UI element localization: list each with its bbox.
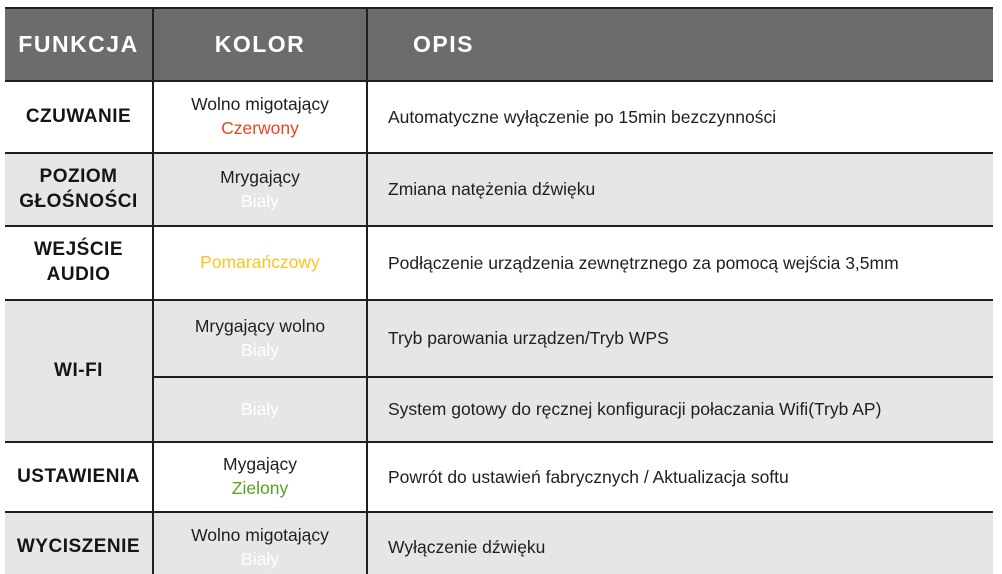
color-pattern-label: Wolno migotający (191, 524, 329, 545)
table-row-wejscie-audio (5, 226, 993, 300)
color-name-label: Zielony (231, 478, 289, 498)
function-cell-wejscie-audio: WEJŚCIE AUDIO (5, 226, 153, 300)
color-pattern-label: Mrygający (220, 166, 300, 187)
table-row-czuwanie (5, 81, 993, 153)
color-name-label: Biały (241, 548, 279, 569)
color-cell-czuwanie (153, 81, 367, 153)
color-name-label: Biały (241, 190, 279, 211)
description-cell-wifi-pairing: Tryb parowania urządzen/Tryb WPS (367, 300, 993, 377)
description-cell-poziom-glosnosci: Zmiana natężenia dźwięku (367, 153, 993, 226)
color-pattern-label: Mrygający wolno (194, 315, 326, 336)
function-cell-wyciszenie: WYCISZENIE (5, 512, 153, 574)
color-cell-ustawienia (153, 442, 367, 512)
color-cell-wifi-pairing (153, 300, 367, 377)
column-header-kolor: KOLOR (153, 8, 367, 81)
description-cell-czuwanie: Automatyczne wyłączenie po 15min bezczynności (367, 81, 993, 153)
table-row-ustawienia (5, 442, 993, 512)
function-cell-czuwanie: CZUWANIE (5, 81, 153, 153)
description-cell-wifi-ap: System gotowy do ręcznej konfiguracji połaczania Wifi(Tryb AP) (367, 377, 993, 442)
description-cell-wyciszenie: Wyłączenie dźwięku (367, 512, 993, 574)
table-header-row (5, 8, 993, 81)
table-row-wifi-pairing (5, 300, 993, 377)
color-pattern-label: Mygający (223, 454, 297, 475)
table-row-wyciszenie (5, 512, 993, 574)
color-cell-wifi-ap (153, 377, 367, 442)
description-cell-wejscie-audio: Podłączenie urządzenia zewnętrznego za pomocą wejścia 3,5mm (367, 226, 993, 300)
function-cell-wifi: WI-FI (5, 300, 153, 442)
description-cell-ustawienia: Powrót do ustawień fabrycznych / Aktualizacja softu (367, 442, 993, 512)
table-row-poziom-glosnosci (5, 153, 993, 226)
column-header-opis: OPIS (367, 8, 993, 81)
function-cell-ustawienia: USTAWIENIA (5, 442, 153, 512)
table-row-wifi-ap (5, 377, 993, 442)
function-cell-poziom-glosnosci: POZIOM GŁOŚNOŚCI (5, 153, 153, 226)
color-cell-poziom-glosnosci (153, 153, 367, 226)
color-name-label: Pomarańczowy (200, 252, 320, 273)
color-cell-wyciszenie (153, 512, 367, 574)
color-pattern-label: Wolno migotający (191, 94, 329, 115)
color-cell-wejscie-audio (153, 226, 367, 300)
color-name-label: Biały (241, 339, 279, 360)
led-function-table (5, 7, 993, 574)
color-name-label: Czerwony (221, 118, 299, 138)
column-header-funkcja: FUNKCJA (5, 8, 153, 81)
color-name-label: Biały (241, 398, 279, 419)
